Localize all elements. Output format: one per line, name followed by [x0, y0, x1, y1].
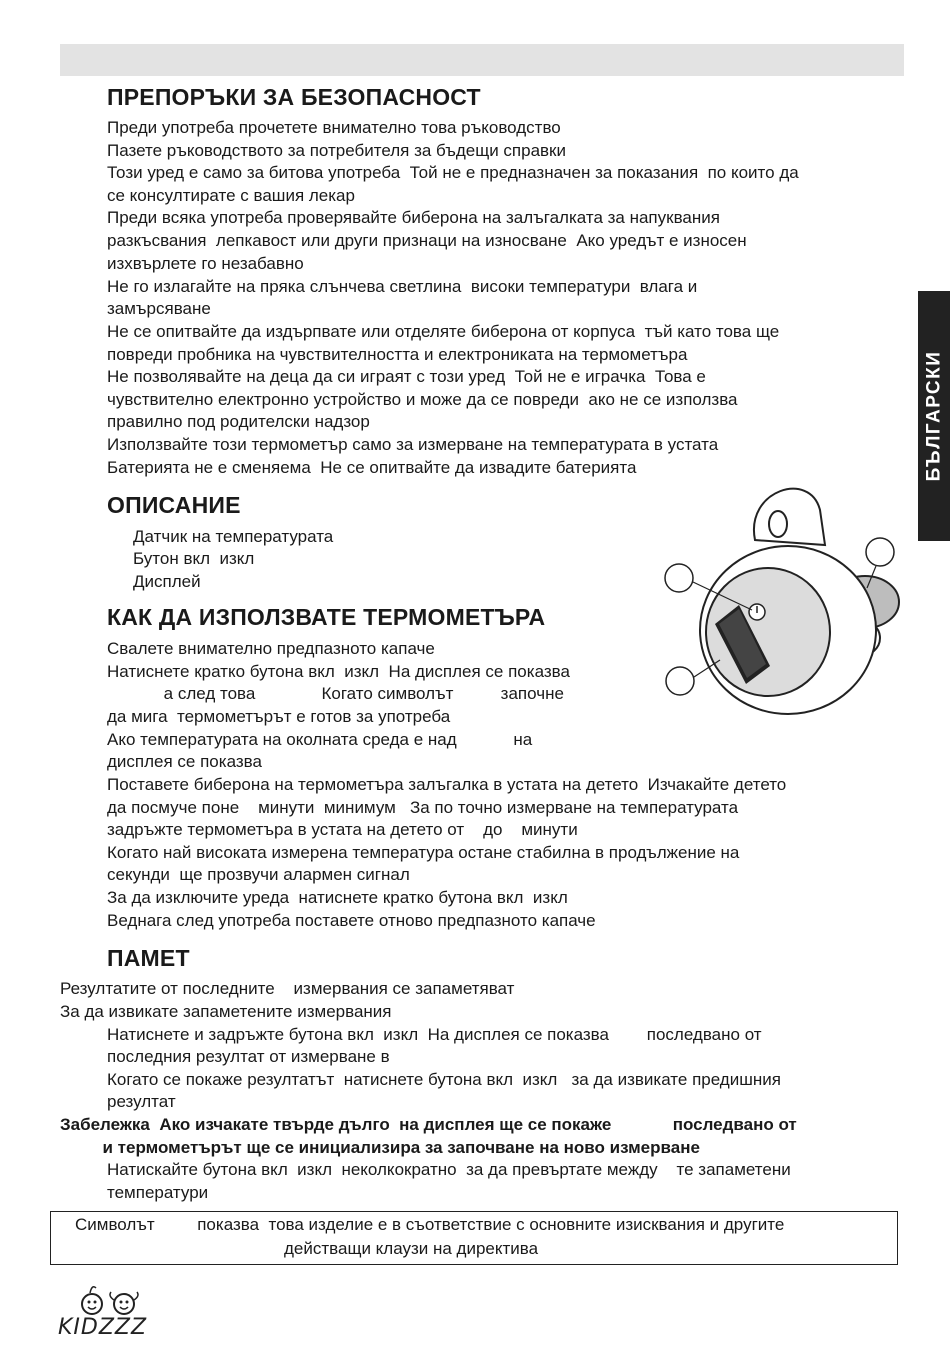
safety-line: чувствително електронно устройство и може да се повреди ако не се използва	[107, 390, 738, 409]
safety-line: Преди всяка употреба проверявайте биберона на залъгалката за напуквания	[107, 208, 720, 227]
memory-intro: За да извикате запаметените измервания	[60, 1002, 392, 1021]
usage-line: Поставете биберона на термометъра залъгалка в устата на детето Изчакайте детето	[107, 775, 787, 794]
safety-line: разкъсвания лепкавост или други признаци на износване Ако уредът е износен	[107, 231, 747, 250]
memory-note: Забележка Ако изчакате твърде дълго на дисплея ще се покаже последвано от	[60, 1115, 797, 1134]
memory-step: последния резултат от измерване в	[107, 1047, 390, 1066]
safety-line: правилно под родителски надзор	[107, 412, 370, 431]
safety-line: Не го излагайте на пряка слънчева светлина високи температури влага и	[107, 277, 698, 296]
usage-line: Веднага след употреба поставете отново предпазното капаче	[107, 911, 596, 930]
memory-note: и термометърът ще се инициализира за започване на ново измерване	[60, 1138, 700, 1157]
description-item: Бутон вкл изкл	[133, 549, 255, 568]
safety-line: изхвърлете го незабавно	[107, 254, 304, 273]
safety-line: Не позволявайте на деца да си играят с този уред Той не е играчка Това е	[107, 367, 706, 386]
usage-line: дисплея се показва	[107, 752, 262, 771]
thermometer-diagram-icon	[660, 470, 900, 720]
language-label: БЪЛГАРСКИ	[923, 350, 945, 482]
usage-line: Когато най високата измерена температура остане стабилна в продължение на	[107, 843, 740, 862]
usage-heading: КАК ДА ИЗПОЛЗВАТЕ ТЕРМОМЕТЪРА	[107, 604, 546, 630]
usage-line: да мига термометърът е готов за употреба	[107, 707, 451, 726]
usage-line: Натиснете кратко бутона вкл изкл На дисплея се показва	[107, 662, 570, 681]
usage-line: За да изключите уреда натиснете кратко бутона вкл изкл	[107, 888, 568, 907]
description-heading: ОПИСАНИЕ	[107, 492, 241, 518]
usage-line: задръжте термометъра в устата на детето от до минути	[107, 820, 578, 839]
memory-step: Натиснете и задръжте бутона вкл изкл На дисплея се показва последвано от	[107, 1025, 762, 1044]
memory-step: температури	[107, 1183, 209, 1202]
kidzzz-logo-icon	[56, 1278, 166, 1338]
memory-step: Когато се покаже резултатът натиснете бутона вкл изкл за да извикате предишния	[107, 1070, 781, 1089]
usage-line: да посмуче поне минути минимум За по точно измерване на температурата	[107, 798, 739, 817]
description-item: Датчик на температурата	[133, 527, 334, 546]
compliance-text: Символът показва това изделие е в съответствие с основните изисквания и другите	[75, 1215, 785, 1234]
safety-heading: ПРЕПОРЪКИ ЗА БЕЗОПАСНОСТ	[107, 84, 481, 110]
safety-line: замърсяване	[107, 299, 211, 318]
language-side-tab	[918, 291, 950, 541]
memory-step: Натискайте бутона вкл изкл неколкократно за да превъртате между те запаметени	[107, 1160, 791, 1179]
usage-line: а след това Когато символът започне	[107, 684, 564, 703]
safety-line: Не се опитвайте да издърпвате или отделяте биберона от корпуса тъй като това ще	[107, 322, 780, 341]
memory-step: резултат	[107, 1092, 176, 1111]
usage-line: Свалете внимателно предпазното капаче	[107, 639, 435, 658]
safety-line: повреди пробника на чувствителността и електрониката на термометъра	[107, 345, 688, 364]
safety-line: се консултирате с вашия лекар	[107, 186, 355, 205]
safety-line: Батерията не е сменяема Не се опитвайте да извадите батерията	[107, 458, 637, 477]
memory-heading: ПАМЕТ	[107, 945, 190, 971]
usage-line: Ако температурата на околната среда е над на	[107, 730, 533, 749]
logo-text: KIDZZZ	[58, 1315, 148, 1338]
safety-line: Този уред е само за битова употреба Той не е предназначен за показания по които да	[107, 163, 799, 182]
safety-line: Пазете ръководството за потребителя за бъдещи справки	[107, 141, 566, 160]
memory-intro: Резултатите от последните измервания се запаметяват	[60, 979, 515, 998]
safety-line: Използвайте този термометър само за измерване на температурата в устата	[107, 435, 719, 454]
compliance-box	[50, 1211, 898, 1265]
description-item: Дисплей	[133, 572, 201, 591]
top-header-bar	[60, 44, 904, 76]
safety-line: Преди употреба прочетете внимателно това ръководство	[107, 118, 561, 137]
usage-line: секунди ще прозвучи алармен сигнал	[107, 865, 410, 884]
compliance-text: действащи клаузи на директива	[284, 1239, 539, 1258]
